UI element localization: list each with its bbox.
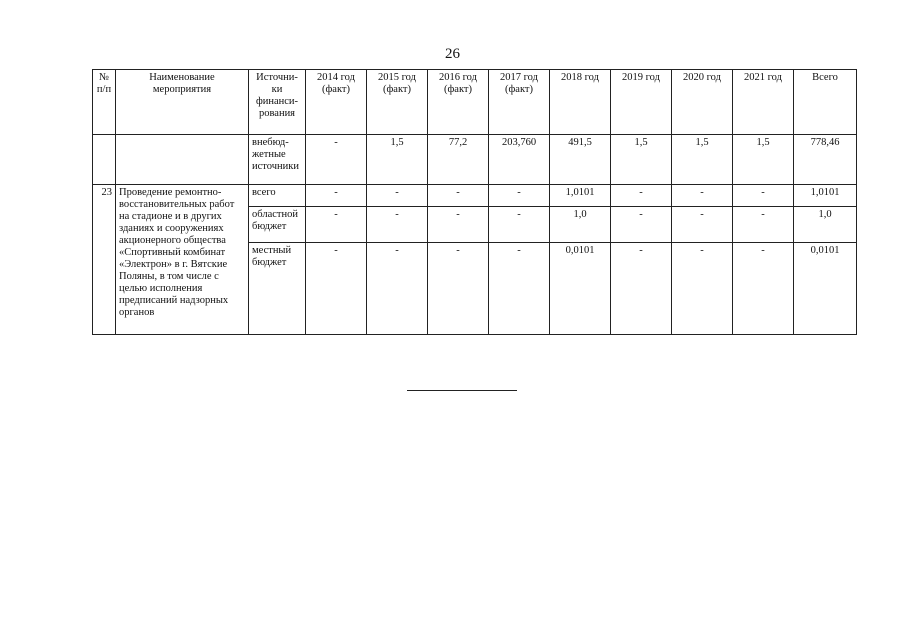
header-2019: 2019 год [611, 70, 672, 135]
header-2015: 2015 год (факт) [367, 70, 428, 135]
cell-value: - [672, 243, 733, 335]
cell-source: всего [249, 185, 306, 207]
cell-value: - [489, 185, 550, 207]
cell-value: 77,2 [428, 135, 489, 185]
cell-value: - [367, 185, 428, 207]
cell-value: 1,5 [672, 135, 733, 185]
header-2018: 2018 год [550, 70, 611, 135]
cell-value: 1,5 [611, 135, 672, 185]
cell-value: - [306, 135, 367, 185]
header-row [93, 70, 857, 135]
divider-line [407, 390, 517, 391]
table-row [93, 135, 857, 185]
cell-name [116, 135, 249, 185]
cell-value: 1,5 [733, 135, 794, 185]
cell-value: - [489, 207, 550, 243]
cell-value: - [306, 185, 367, 207]
cell-value: - [489, 243, 550, 335]
header-2021: 2021 год [733, 70, 794, 135]
header-2017: 2017 год (факт) [489, 70, 550, 135]
cell-source: областной бюджет [249, 207, 306, 243]
cell-value: - [733, 207, 794, 243]
page-number: 26 [445, 46, 460, 62]
header-source: Источни-ки финанси-рования [249, 70, 306, 135]
cell-name: Проведение ремонтно-восстановительных работ на стадионе и в других зданиях и сооружениях акционерного общества «Спортивный комбинат «Электрон» в г. Вятские Поляны, в том числе с целью исполнения предписаний надзорных органов [116, 185, 249, 335]
cell-value: 1,5 [367, 135, 428, 185]
header-total: Всего [794, 70, 857, 135]
header-2020: 2020 год [672, 70, 733, 135]
cell-value: - [611, 185, 672, 207]
cell-value: - [306, 207, 367, 243]
cell-source: внебюд-жетные источники [249, 135, 306, 185]
cell-value: - [306, 243, 367, 335]
cell-value: 0,0101 [794, 243, 857, 335]
cell-value: - [428, 207, 489, 243]
cell-value: - [672, 207, 733, 243]
header-2014: 2014 год (факт) [306, 70, 367, 135]
cell-value: - [672, 185, 733, 207]
cell-value: - [733, 185, 794, 207]
table-row [93, 185, 857, 207]
cell-value: - [611, 243, 672, 335]
cell-num: 23 [93, 185, 116, 335]
cell-value: 0,0101 [550, 243, 611, 335]
header-num: № п/п [93, 70, 116, 135]
cell-value: - [733, 243, 794, 335]
cell-value: - [367, 207, 428, 243]
cell-value: - [367, 243, 428, 335]
cell-num [93, 135, 116, 185]
cell-source: местный бюджет [249, 243, 306, 335]
cell-value: 491,5 [550, 135, 611, 185]
cell-value: 203,760 [489, 135, 550, 185]
cell-value: 1,0 [550, 207, 611, 243]
cell-value: 1,0 [794, 207, 857, 243]
cell-value: 1,0101 [550, 185, 611, 207]
cell-value: - [428, 243, 489, 335]
cell-value: 778,46 [794, 135, 857, 185]
cell-value: 1,0101 [794, 185, 857, 207]
cell-value: - [428, 185, 489, 207]
header-2016: 2016 год (факт) [428, 70, 489, 135]
funding-table [92, 69, 857, 335]
header-name: Наименование мероприятия [116, 70, 249, 135]
cell-value: - [611, 207, 672, 243]
